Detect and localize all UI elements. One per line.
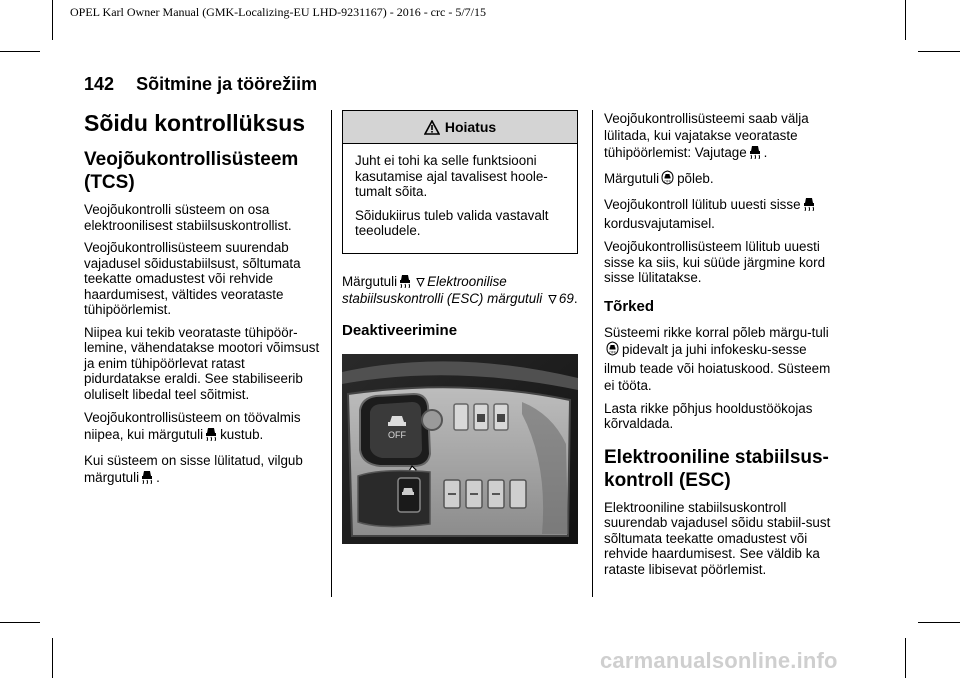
warning-body [343, 144, 577, 253]
svg-text:OFF: OFF [609, 349, 617, 354]
page-reference-link[interactable]: Elektroonilise stabiilsuskontrolli (ESC) märgutuli [342, 273, 543, 306]
warning-box [342, 110, 578, 254]
warning-text: Juht ei tohi ka selle funktsiooni kasutamise ajal tavalisest hoole-tumalt sõita. [355, 153, 548, 199]
text-run: kordusvajutamisel. [604, 216, 715, 231]
column-2 [342, 110, 578, 544]
paragraph [84, 452, 322, 488]
text-run: Veojõukontrollisüsteemi saab välja lülitada, kui vajatakse veorataste tühipöörlemist: Vajutage [604, 111, 809, 160]
deactivation-heading: Deaktiveerimine [342, 321, 458, 339]
warning-title: Hoiatus [444, 119, 497, 135]
text-run: Kui süsteem on sisse lülitatud, vilgub märgutuli [84, 453, 303, 485]
text-run: . [156, 470, 160, 485]
paragraph [604, 170, 840, 189]
document-header: OPEL Karl Owner Manual (GMK-Localizing-EU LHD-9231167) - 2016 - crc - 5/7/15 [70, 5, 486, 19]
paragraph: Veojõukontrollisüsteem lülitub uuesti sisse ka siis, kui süüde järgmine kord sisse lülitatakse. [604, 239, 826, 285]
text-run: põleb. [677, 171, 714, 186]
crop-mark [0, 51, 40, 52]
section-title: Sõitmine ja töörežiim [136, 74, 318, 94]
paragraph: Elektrooniline stabiilsuskontroll suurendab vajadusel sõidu stabiil-sust sõltumata teekatte omadustest või rehvide haardumisest. See väldib ka rataste libisevat pöörlemist. [604, 499, 831, 577]
watermark: carmanualsonline.info [600, 648, 838, 673]
paragraph: Niipea kui tekib veorataste tühipöör-lemine, vähendatakse mootori võimsust ja enim tühipöörlevat ratast pidurdatakse eraldi. See stabiliseerib oluliselt libedal teel sõitmist. [84, 324, 320, 402]
crop-mark [52, 0, 53, 40]
paragraph [604, 324, 840, 394]
chapter-heading: Sõidu kontrollüksus [84, 110, 306, 136]
column-3 [604, 110, 840, 584]
running-head [84, 74, 317, 95]
text-run: Märgutuli [604, 171, 660, 186]
column-1 [84, 110, 322, 495]
page-number: 142 [84, 74, 115, 94]
console-figure [342, 354, 578, 544]
traction-off-icon [606, 341, 619, 360]
paragraph: Lasta rikke põhjus hooldustöökojas kõrvaldada. [604, 400, 813, 431]
column-divider [331, 110, 332, 597]
figure-button-label: OFF [388, 429, 406, 440]
paragraph [84, 409, 322, 445]
traction-control-icon [205, 427, 217, 445]
indicator-reference [342, 274, 578, 308]
text-run: kustub. [220, 427, 264, 442]
page-reference-number[interactable]: 69 [558, 291, 574, 306]
paragraph: Veojõukontrolli süsteem on osa elektroonilisest stabiilsuskontrollist. [84, 202, 292, 233]
warning-triangle-icon [424, 120, 440, 135]
traction-control-icon [803, 197, 815, 215]
traction-off-icon [661, 170, 674, 189]
text-run: Süsteemi rikke korral põleb märgu-tuli [604, 324, 829, 340]
svg-text:OFF: OFF [664, 179, 672, 184]
warning-text: Sõidukiirus tuleb valida vastavalt teeoludele. [355, 207, 549, 238]
traction-control-icon [399, 274, 411, 292]
crop-mark [905, 638, 906, 678]
faults-heading: Tõrked [604, 297, 655, 315]
text-run: Veojõukontrollisüsteem on töövalmis niipea, kui märgutuli [84, 410, 301, 442]
text-run: . [573, 291, 578, 306]
text-run: Märgutuli [342, 273, 398, 289]
page-ref-icon [416, 275, 425, 291]
text-run: Veojõukontroll lülitub uuesti sisse [604, 197, 801, 212]
traction-control-icon [141, 470, 153, 488]
crop-mark [918, 51, 960, 52]
traction-control-icon [749, 145, 761, 163]
crop-mark [52, 638, 53, 678]
column-divider [592, 110, 593, 597]
page-ref-icon [548, 292, 557, 308]
paragraph: Veojõukontrollisüsteem suurendab vajadusel sõidustabiilsust, sõltumata teekatte omadustest või rehvide haardumisest, vältides veorataste tühipöörlemist. [84, 240, 301, 317]
text-run: pidevalt ja juhi infokesku-sesse ilmub teade või hoiatuskood. Süsteem ei tööta. [604, 341, 831, 393]
paragraph [604, 110, 840, 163]
warning-title-bar [343, 111, 577, 144]
crop-mark [918, 622, 960, 623]
crop-mark [0, 622, 40, 623]
crop-mark [905, 0, 906, 40]
paragraph [604, 196, 840, 232]
tcs-heading: Veojõukontrollisüsteem (TCS) [84, 149, 299, 193]
text-run: . [763, 145, 768, 160]
esc-heading: Elektrooniline stabiilsus-kontroll (ESC) [604, 446, 829, 491]
